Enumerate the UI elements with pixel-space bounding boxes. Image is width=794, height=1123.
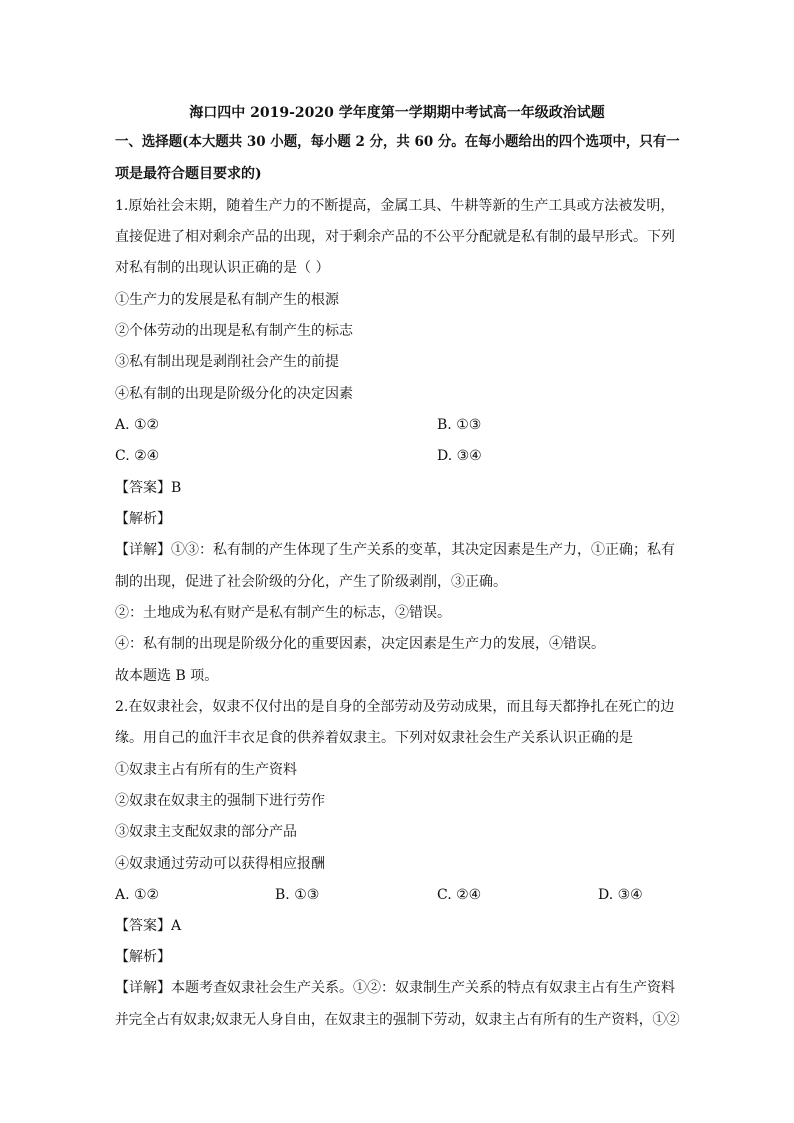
q1-item-1: ①生产力的发展是私有制产生的根源 (115, 292, 339, 308)
section-heading-line-2: 项是最符合题目要求的) (115, 166, 262, 182)
q2-item-4: ④奴隶通过劳动可以获得相应报酬 (115, 856, 325, 872)
q2-item-1: ①奴隶主占有所有的生产资料 (115, 762, 297, 778)
q2-option-d: D. ③④ (598, 887, 643, 903)
q1-detail-line-4: ④：私有制的出现是阶级分化的重要因素，决定因素是生产力的发展，④错误。 (115, 636, 605, 652)
q1-option-b: B. ①③ (437, 417, 482, 433)
q1-option-d: D. ③④ (437, 448, 482, 464)
q1-item-2: ②个体劳动的出现是私有制产生的标志 (115, 323, 353, 339)
q1-analysis-label: 【解析】 (115, 511, 171, 527)
q1-detail-line-5: 故本题选 B 项。 (115, 668, 219, 684)
q2-stem-line-2: 缘。用自己的血汗丰衣足食的供养着奴隶主。下列对奴隶社会生产关系认识正确的是 (115, 730, 633, 746)
q2-analysis-label: 【解析】 (115, 949, 171, 965)
q2-detail-line-2: 并完全占有奴隶;奴隶无人身自由，在奴隶主的强制下劳动，奴隶主占有所有的生产资料，①② (115, 1012, 680, 1028)
q2-option-a: A. ①② (115, 887, 160, 903)
q1-option-c: C. ②④ (115, 448, 160, 464)
q1-answer: 【答案】B (115, 480, 182, 496)
q1-detail-line-2: 制的出现，促进了社会阶级的分化，产生了阶级剥削，③正确。 (115, 574, 507, 590)
q1-detail-line-3: ②：土地成为私有财产是私有制产生的标志，②错误。 (115, 605, 451, 621)
section-heading-line-1: 一、选择题(本大题共 30 小题，每小题 2 分，共 60 分。在每小题给出的四个选项中，只有一 (115, 134, 680, 150)
q2-stem-line-1: 2.在奴隶社会，奴隶不仅付出的是自身的全部劳动及劳动成果，而且每天都挣扎在死亡的边 (115, 699, 675, 715)
q2-item-2: ②奴隶在奴隶主的强制下进行劳作 (115, 793, 325, 809)
q1-stem-line-2: 直接促进了相对剩余产品的出现，对于剩余产品的不公平分配就是私有制的最早形式。下列 (115, 229, 675, 245)
q2-detail-line-1: 【详解】本题考查奴隶社会生产关系。①②：奴隶制生产关系的特点有奴隶主占有生产资料 (115, 980, 675, 996)
q1-detail-line-1: 【详解】①③：私有制的产生体现了生产关系的变革，其决定因素是生产力，①正确；私有 (115, 542, 675, 558)
q1-stem-line-3: 对私有制的出现认识正确的是（ ） (115, 260, 330, 276)
q2-item-3: ③奴隶主支配奴隶的部分产品 (115, 824, 297, 840)
q2-option-c: C. ②④ (437, 887, 482, 903)
q2-option-b: B. ①③ (275, 887, 320, 903)
q1-option-a: A. ①② (115, 417, 160, 433)
q1-item-3: ③私有制出现是剥削社会产生的前提 (115, 354, 339, 370)
page-title: 海口四中 2019-2020 学年度第一学期期中考试高一年级政治试题 (189, 105, 605, 121)
q1-stem-line-1: 1.原始社会末期，随着生产力的不断提高，金属工具、牛耕等新的生产工具或方法被发明， (115, 198, 675, 214)
q1-item-4: ④私有制的出现是阶级分化的决定因素 (115, 386, 353, 402)
q2-answer: 【答案】A (115, 918, 182, 934)
